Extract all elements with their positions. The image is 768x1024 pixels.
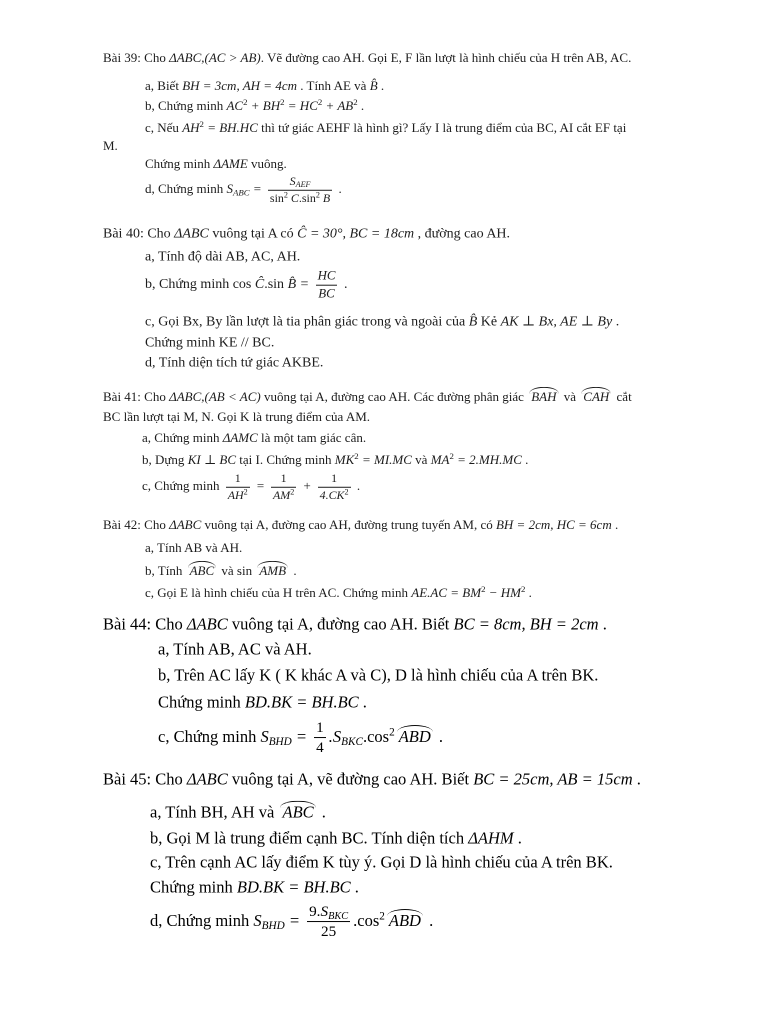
text-run: .cos — [353, 910, 380, 930]
problem-line — [145, 156, 287, 172]
text-run: . — [340, 277, 348, 293]
problem-line — [145, 585, 532, 601]
fraction-numerator — [316, 269, 338, 286]
math-expression: AH — [182, 119, 200, 135]
math-expression: S — [289, 173, 296, 188]
math-expression: ΔAHM — [468, 828, 514, 848]
text-run: . — [353, 477, 361, 493]
math-expression: = 2.MH.MC — [453, 451, 522, 467]
subscript: BHD — [268, 736, 292, 749]
math-expression: BC = 25cm, AB = 15cm — [473, 769, 633, 789]
text-run: . — [525, 584, 532, 600]
text-run: Bài 39: Cho — [103, 49, 170, 65]
superscript: 2 — [243, 97, 248, 108]
text-run: b, Dựng — [142, 451, 188, 467]
text-run: sin — [269, 190, 284, 205]
math-expression: Ĉ = 30°, BC = 18cm — [297, 226, 415, 242]
text-run: tại I. Chứng minh — [236, 451, 335, 467]
problem-line — [145, 120, 626, 136]
text-run: . — [377, 77, 385, 93]
fraction — [314, 719, 326, 757]
text-run: . — [612, 314, 620, 330]
text-run: . — [357, 97, 365, 113]
text-run: và sin — [218, 562, 256, 578]
text-run: a, Tính độ dài AB, AC, AH. — [145, 249, 301, 265]
text-run: c, Nếu — [145, 119, 183, 135]
math-expression: = — [291, 726, 312, 746]
text-run: . — [350, 877, 359, 897]
problem-line — [158, 719, 443, 757]
angle-arc-label: BAH — [531, 388, 557, 404]
math-expression: BD.BK = BH.BC — [244, 692, 359, 712]
text-run: . — [513, 828, 522, 848]
fraction-denominator — [316, 286, 338, 302]
text-run: c, Chứng minh — [142, 477, 223, 493]
math-expression: BD.BK = BH.BC — [236, 877, 351, 897]
text-run: BC lần lượt tại M, N. Gọi K là trung điểm của AM. — [103, 408, 371, 424]
fraction — [226, 472, 250, 502]
text-run: Kẻ — [477, 314, 501, 330]
fraction — [271, 472, 296, 502]
math-expression: S — [226, 180, 233, 196]
text-run: Chứng minh — [150, 877, 237, 897]
fraction — [316, 269, 338, 302]
problem-line — [158, 640, 312, 661]
problem-line — [145, 98, 364, 114]
text-run: Bài 41: Cho — [103, 388, 170, 404]
angle-arc-label: AMB — [259, 562, 287, 578]
problem-heading — [103, 770, 641, 791]
text-run: a, Tính AB và AH. — [145, 539, 243, 555]
superscript: 2 — [344, 487, 349, 497]
problem-line — [145, 563, 297, 579]
text-run: .cos — [362, 726, 390, 746]
text-run: d, Tính diện tích tứ giác AKBE. — [145, 355, 324, 371]
problem-line — [142, 452, 528, 468]
text-run: 1 — [331, 470, 338, 485]
text-run: và — [411, 451, 431, 467]
text-run: Chứng minh KE // BC. — [145, 335, 275, 351]
text-run: và — [560, 388, 580, 404]
text-run: b, Chứng minh cos — [145, 277, 255, 293]
angle-arc-label: ABC — [189, 562, 215, 578]
superscript: 2 — [379, 910, 385, 923]
text-run: vuông. — [247, 155, 287, 171]
text-run: 1 — [280, 470, 287, 485]
math-expression: + BH — [247, 97, 281, 113]
fraction — [307, 903, 350, 941]
superscript: 2 — [290, 487, 295, 497]
text-run: c, Chứng minh — [158, 726, 261, 746]
text-run: . — [611, 516, 619, 532]
superscript: 2 — [521, 584, 526, 595]
superscript: 2 — [243, 487, 248, 497]
problem-line — [145, 269, 347, 302]
angle-arc-label: ABD — [398, 726, 431, 746]
fraction-numerator — [314, 719, 326, 738]
text-run: . — [632, 769, 641, 789]
math-expression: KI ⊥ BC — [187, 451, 237, 467]
math-expression: + AB — [322, 97, 354, 113]
problem-line — [145, 248, 300, 266]
fraction-denominator — [268, 191, 332, 206]
problem-heading — [103, 517, 618, 533]
problem-heading — [103, 50, 631, 66]
math-expression: MK — [334, 451, 355, 467]
fraction-denominator — [318, 488, 351, 503]
text-run: vuông tại A, đường cao AH, đường trung tuyến AM, có — [201, 516, 496, 532]
problem-line — [145, 540, 242, 556]
problem-line — [145, 78, 384, 94]
text-run: Chứng minh — [158, 692, 245, 712]
text-run: vuông tại A, đường cao AH. Biết — [227, 614, 454, 634]
fraction — [318, 472, 351, 502]
text-run: . — [317, 802, 326, 822]
math-expression: BH = 2cm, HC = 6cm — [495, 516, 612, 532]
fraction — [268, 175, 332, 205]
math-expression: HC — [317, 268, 336, 283]
text-run: .sin — [298, 190, 316, 205]
text-run: a, Tính BH, AH và — [150, 802, 279, 822]
math-expression: S — [260, 726, 269, 746]
text-run: . — [598, 614, 607, 634]
math-expression: AH — [227, 487, 244, 502]
text-run: vuông tại A, vẽ đường cao AH. Biết — [227, 769, 474, 789]
math-expression: = BH.HC — [203, 119, 258, 135]
problem-line — [150, 829, 522, 850]
problem-line — [142, 430, 366, 446]
problem-line — [145, 313, 619, 331]
text-run: Chứng minh — [145, 155, 214, 171]
text-run: a, Chứng minh — [142, 429, 223, 445]
math-expression: ΔABC,(AC > AB) — [169, 49, 261, 65]
fraction-denominator — [226, 488, 250, 503]
text-run: , đường cao AH. — [414, 226, 511, 242]
text-run: vuông tại A có — [208, 226, 298, 242]
problem-line — [145, 175, 342, 205]
text-run: . — [335, 180, 342, 196]
problem-line — [150, 853, 613, 874]
text-run: vuông tại A, đường cao AH. Các đường phân giác — [260, 388, 528, 404]
math-expression: BC = 8cm, BH = 2cm — [453, 614, 599, 634]
math-expression: B̂ = — [287, 277, 313, 293]
superscript: 2 — [283, 190, 288, 200]
math-expression: = — [249, 180, 265, 196]
text-run: b, Chứng minh — [145, 97, 227, 113]
fraction-numerator — [307, 903, 350, 922]
fraction-denominator — [271, 488, 296, 503]
text-run: 1 — [234, 470, 241, 485]
math-expression: 4.CK — [319, 487, 345, 502]
text-run: 1 — [316, 719, 324, 737]
fraction-numerator — [271, 472, 296, 488]
math-expression: ΔABC — [174, 226, 209, 242]
superscript: 2 — [280, 97, 285, 108]
math-expression: ΔAME — [213, 155, 248, 171]
superscript: 2 — [353, 97, 358, 108]
math-expression: BC — [318, 286, 335, 301]
text-run: Bài 42: Cho — [103, 516, 170, 532]
text-run: c, Gọi E là hình chiếu của H trên AC. Chứng minh — [145, 584, 412, 600]
math-expression: .S — [328, 726, 342, 746]
text-run: b, Tính — [145, 562, 186, 578]
text-run: Bài 40: Cho — [103, 226, 175, 242]
problem-line — [103, 138, 118, 154]
subscript: AEF — [295, 180, 311, 190]
math-expression: + — [299, 477, 315, 493]
math-expression: B̂ — [369, 77, 378, 93]
problem-heading — [103, 225, 510, 243]
subscript: ABC — [232, 187, 250, 198]
superscript: 2 — [389, 726, 395, 739]
text-run: 9. — [309, 903, 321, 921]
text-run: . Vẽ đường cao AH. Gọi E, F lần lượt là hình chiếu của H trên AB, AC. — [260, 49, 632, 65]
math-expression: AK ⊥ Bx, AE ⊥ By — [500, 314, 613, 330]
text-run: . Tính AE và — [296, 77, 370, 93]
superscript: 2 — [315, 190, 320, 200]
superscript: 2 — [449, 451, 454, 462]
problem-line — [145, 334, 274, 352]
problem-line — [145, 354, 323, 372]
math-expression: ΔAMC — [222, 429, 258, 445]
math-expression: − HM — [485, 584, 521, 600]
problem-line — [142, 472, 360, 502]
problem-line — [103, 409, 370, 425]
text-run: M. — [103, 137, 118, 153]
math-expression: AM — [273, 487, 291, 502]
text-run: .sin — [264, 277, 288, 293]
text-run: thì tứ giác AEHF là hình gì? Lấy I là trung điểm của BC, AI cắt EF tại — [257, 119, 627, 135]
fraction-denominator — [307, 923, 350, 941]
text-run: a, Biết — [145, 77, 183, 93]
text-run: b, Trên AC lấy K ( K khác A và C), D là hình chiếu của A trên BK. — [158, 665, 599, 685]
text-run: 25 — [321, 923, 337, 941]
text-run: 4 — [316, 739, 324, 757]
angle-arc-label: CAH — [583, 388, 610, 404]
subscript: BHD — [261, 920, 285, 933]
superscript: 2 — [199, 119, 204, 130]
problem-line — [150, 903, 433, 941]
text-run: c, Trên cạnh AC lấy điểm K tùy ý. Gọi D là hình chiếu của A trên BK. — [150, 852, 613, 872]
problem-line — [150, 878, 359, 899]
math-expression: S — [253, 910, 262, 930]
problem-line — [158, 693, 367, 714]
superscript: 2 — [317, 97, 323, 108]
angle-arc-label: ABC — [282, 802, 314, 822]
text-run: . — [434, 726, 444, 746]
problem-heading — [103, 615, 607, 636]
problem-heading — [103, 389, 632, 405]
problem-line — [150, 803, 326, 824]
superscript: 2 — [354, 451, 359, 462]
math-expression: AE.AC = BM — [411, 584, 482, 600]
math-expression: BH = 3cm, AH = 4cm — [182, 77, 297, 93]
math-expression: = — [252, 477, 268, 493]
math-expression: ΔABC — [169, 516, 202, 532]
text-run: . — [358, 692, 367, 712]
text-run: c, Gọi Bx, By lần lượt là tia phân giác trong và ngoài của — [145, 314, 469, 330]
text-run: d, Chứng minh — [150, 910, 254, 930]
math-expression: Ĉ — [254, 277, 265, 293]
problem-line — [158, 666, 598, 687]
math-expression: = MI.MC — [358, 451, 412, 467]
fraction-numerator — [226, 472, 250, 488]
text-run: cắt — [613, 388, 632, 404]
subscript: BKC — [328, 911, 349, 923]
math-expression: S — [320, 903, 329, 921]
math-expression: MA — [430, 451, 450, 467]
text-run: b, Gọi M là trung điểm cạnh BC. Tính diện tích — [150, 828, 469, 848]
text-run: Bài 44: Cho — [103, 614, 187, 634]
math-expression: = — [284, 910, 305, 930]
fraction-numerator — [268, 175, 332, 191]
text-run: a, Tính AB, AC và AH. — [158, 639, 312, 659]
angle-arc-label: ABD — [388, 910, 421, 930]
math-expression: C — [287, 190, 299, 205]
math-expression: ΔABC — [186, 769, 228, 789]
math-expression: = HC — [284, 97, 318, 113]
superscript: 2 — [481, 584, 486, 595]
text-run: . — [424, 910, 434, 930]
subscript: BKC — [341, 736, 363, 749]
text-run: . — [290, 562, 297, 578]
text-run: . — [521, 451, 529, 467]
fraction-numerator — [318, 472, 351, 488]
math-expression: B̂ — [468, 314, 478, 330]
text-run: là một tam giác cân. — [257, 429, 367, 445]
math-expression: ΔABC — [186, 614, 228, 634]
text-run: d, Chứng minh — [145, 180, 227, 196]
text-run: Bài 45: Cho — [103, 769, 187, 789]
fraction-denominator — [314, 739, 326, 757]
math-expression: ΔABC,(AB < AC) — [169, 388, 261, 404]
math-expression: B — [319, 190, 331, 205]
math-expression: AC — [226, 97, 244, 113]
